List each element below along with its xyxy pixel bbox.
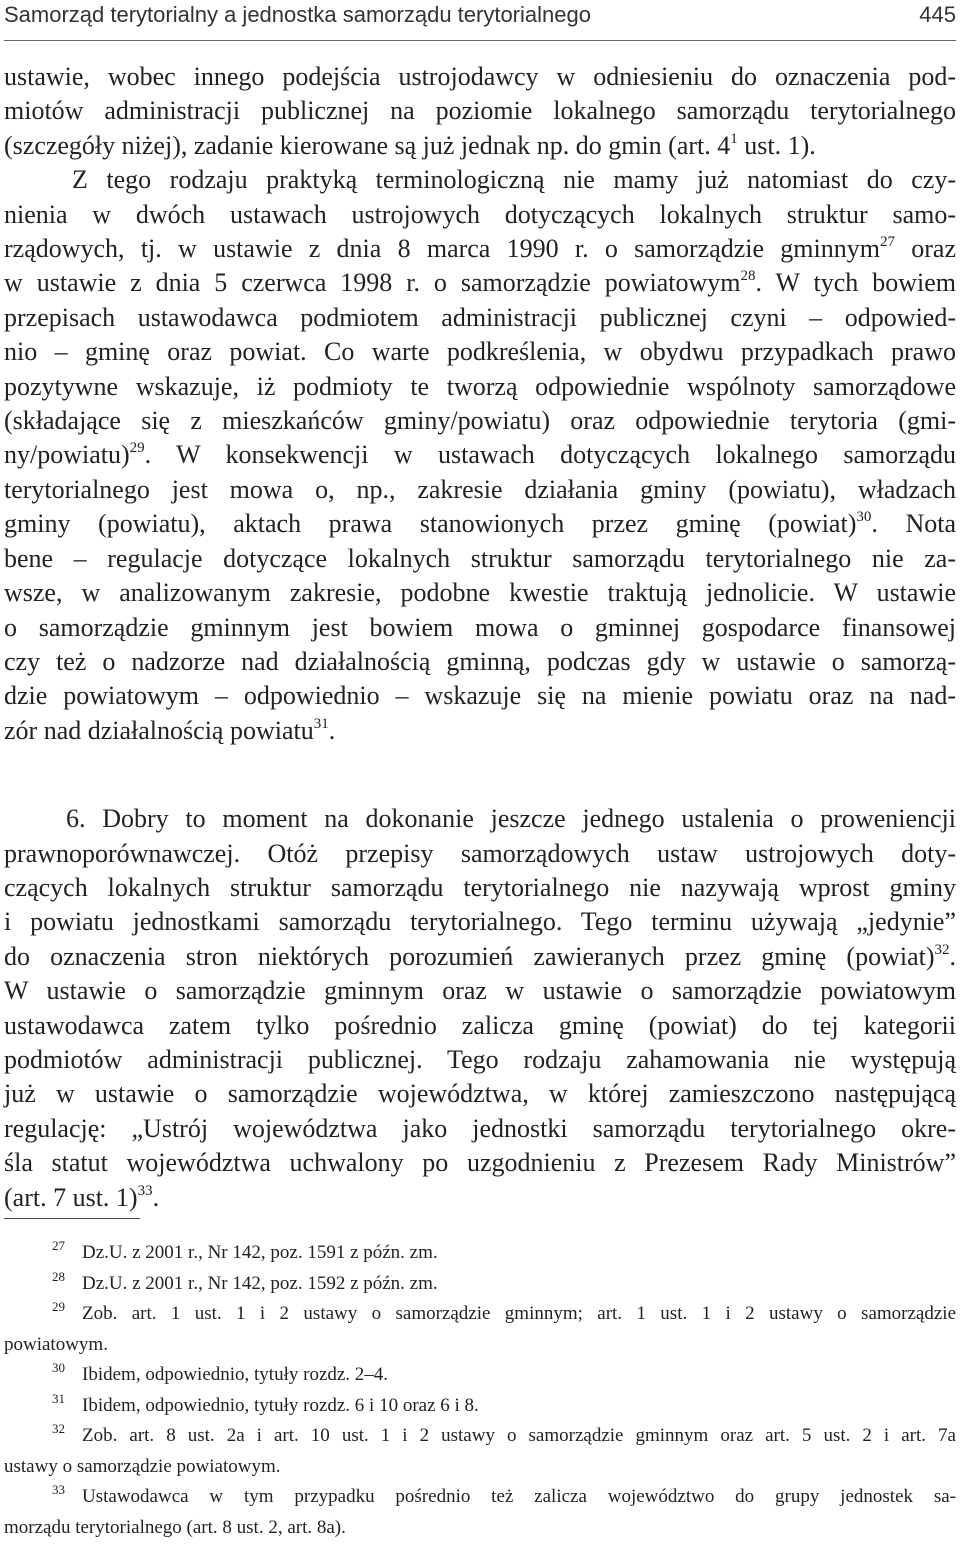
text-line: wsze, w analizowanym zakresie, podobne kwestie traktują jednolicie. W ustawie (4, 578, 956, 608)
footnote-line: $^{29}$ Zob. art. 1 ust. 1 i 2 ustawy o samorządzie gminnym; art. 1 ust. 1 i 2 ustawy o samorządzie (52, 1299, 956, 1324)
text-line: podmiotów administracji publicznej. Tego rodzaju zahamowania nie występują (4, 1044, 956, 1074)
paragraph-gap (4, 748, 956, 802)
text-line: czących lokalnych struktur samorządu terytorialnego nie nazywają wprost gminy (4, 872, 956, 902)
footnote-line: $^{33}$ Ustawodawca w tym przypadku pośrednio też zalicza województwo do grupy jednostek sa- (52, 1482, 956, 1507)
footnote-ref: 28 (740, 268, 756, 285)
text-line: śla statut województwa uchwalony po uzgodnieniu z Prezesem Rady Ministrów” (4, 1148, 956, 1178)
text-line: już w ustawie o samorządzie województwa, w której zamieszczono następującą (4, 1079, 956, 1109)
text-line: nienia w dwóch ustawach ustrojowych dotyczących lokalnych struktur samo- (4, 199, 956, 229)
text-line: ny/powiatu)$^{29}$. W konsekwencji w ustawach dotyczących lokalnego samorządu (4, 440, 956, 470)
text-line: zór nad działalnością powiatu$^{31}$. (4, 715, 336, 745)
text-line: terytorialnego jest mowa o, np., zakresie działania gminy (powiatu), władzach (4, 474, 956, 504)
footnote-line: $^{32}$ Zob. art. 8 ust. 2a i art. 10 ust. 1 i 2 ustawy o samorządzie gminnym oraz art. 5 ust. 2 i art. 7a (52, 1421, 956, 1446)
text-line: do oznaczenia stron niektórych porozumień zawieranych przez gminę (powiat)$^{32}$. (4, 941, 956, 971)
text-line: ustawodawca zatem tylko pośrednio zalicza gminę (powiat) do tej kategorii (4, 1010, 956, 1040)
main-text (4, 60, 956, 1215)
text-line: 6. Dobry to moment na dokonanie jeszcze jednego ustalenia o proweniencji (66, 804, 956, 834)
text-line: (szczegóły niżej), zadanie kierowane są już jednak np. do gmin (art. $4^1$ ust. 1). (4, 130, 816, 160)
page-number: 445 (919, 2, 956, 27)
footnote-line: $^{27}$ Dz.U. z 2001 r., Nr 142, poz. 1591 z późn. zm. (52, 1238, 438, 1263)
text-line: Z tego rodzaju praktyką terminologiczną nie mamy już natomiast do czy- (72, 165, 956, 195)
text-line: o samorządzie gminnym jest bowiem mowa o gminnej gospodarce finansowej (4, 612, 956, 642)
text-line: (art. 7 ust. 1)$^{33}$. (4, 1182, 160, 1212)
text-line: nio – gminę oraz powiat. Co warte podkreślenia, w obydwu przypadkach prawo (4, 337, 956, 367)
text-line: miotów administracji publicznej na poziomie lokalnego samorządu terytorialnego (4, 96, 956, 126)
running-header (4, 0, 956, 41)
header-title: Samorząd terytorialny a jednostka samorządu terytorialnego (4, 2, 591, 27)
text-line: przepisach ustawodawca podmiotem administracji publicznej czyni – odpowied- (4, 302, 956, 332)
footnote-line: powiatowym. (4, 1333, 108, 1355)
text-line: i powiatu jednostkami samorządu terytorialnego. Tego terminu używają „jedynie” (4, 907, 956, 937)
footnote-line: ustawy o samorządzie powiatowym. (4, 1455, 281, 1477)
footnote-line: morządu terytorialnego (art. 8 ust. 2, art. 8a). (4, 1516, 346, 1538)
text-line: prawnoporównawczej. Otóż przepisy samorządowych ustaw ustrojowych doty- (4, 838, 956, 868)
text-line: w ustawie z dnia 5 czerwca 1998 r. o samorządzie powiatowym$^{28}$. W tych bowiem (4, 268, 956, 298)
text-line: (składające się z mieszkańców gminy/powiatu) oraz odpowiednie terytoria (gmi- (4, 406, 956, 436)
text-line: W ustawie o samorządzie gminnym oraz w ustawie o samorządzie powiatowym (4, 976, 956, 1006)
footnote-line: $^{30}$ Ibidem, odpowiednio, tytuły rozdz. 2–4. (52, 1360, 389, 1385)
footnote-ref: 30 (856, 509, 872, 526)
footnote-ref: 31 (313, 715, 329, 732)
text-line: czy też o nadzorze nad działalnością gminną, podczas gdy w ustawie o samorzą- (4, 646, 956, 676)
superscript: 1 (730, 130, 738, 147)
text-line: bene – regulacje dotyczące lokalnych struktur samorządu terytorialnego nie za- (4, 543, 956, 573)
text-line: gminy (powiatu), aktach prawa stanowionych przez gminę (powiat)$^{30}$. Nota (4, 509, 956, 539)
text-line: rządowych, tj. w ustawie z dnia 8 marca 1990 r. o samorządzie gminnym$^{27}$ oraz (4, 234, 956, 264)
text-line: ustawie, wobec innego podejścia ustrojodawcy w odniesieniu do oznaczenia pod- (4, 62, 956, 91)
text-line: regulację: „Ustrój województwa jako jednostki samorządu terytorialnego okre- (4, 1113, 956, 1143)
footnote-ref: 33 (137, 1182, 153, 1199)
footnote-ref: 32 (934, 941, 950, 958)
footnotes (4, 1238, 956, 1543)
footnote-separator (4, 1218, 140, 1219)
text-line: pozytywne wskazuje, iż podmioty te tworzą odpowiednie wspólnoty samorządowe (4, 371, 956, 401)
footnote-ref: 27 (879, 234, 895, 251)
text-line: dzie powiatowym – odpowiednio – wskazuje się na mienie powiatu oraz na nad- (4, 681, 956, 711)
footnote-ref: 29 (129, 440, 145, 457)
footnote-line: $^{31}$ Ibidem, odpowiednio, tytuły rozdz. 6 i 10 oraz 6 i 8. (52, 1390, 479, 1416)
footnote-line: $^{28}$ Dz.U. z 2001 r., Nr 142, poz. 1592 z późn. zm. (52, 1268, 438, 1294)
